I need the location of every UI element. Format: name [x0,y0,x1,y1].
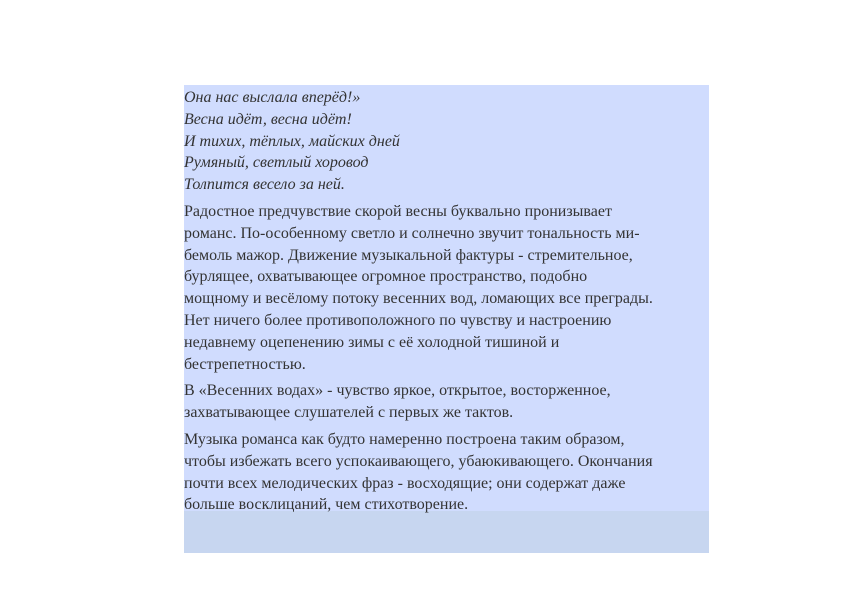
text-line: больше восклицаний, чем стихотворение. [184,496,469,514]
verse-line: Она нас выслала вперёд!» [184,89,361,106]
text-line: недавнему оцепенению зимы с её холодной тишиной и [184,333,560,351]
text-line: мощному и весёлому потоку весенних вод, ломающих все преграды. [184,290,653,308]
paragraph-spring-anticipation [184,201,709,375]
text-line: В «Весенних водах» - чувство яркое, открытое, восторженное, [184,382,611,400]
verse-line: Румяный, светлый хоровод [184,154,369,172]
paragraph-romance-music [184,429,709,516]
text-line: чтобы избежать всего успокаивающего, убаюкивающего. Окончания [184,452,653,470]
text-line: бурлящее, охватывающее огромное пространство, подобно [184,268,588,286]
text-line: захватывающее слушателей с первых же тактов. [184,404,514,422]
verse-line: Весна идёт, весна идёт! [184,110,352,128]
text-line: Нет ничего более противоположного по чувству и настроению [184,311,612,329]
text-line: бемоль мажор. Движение музыкальной фактуры - стремительное, [184,246,633,264]
text-content [184,87,709,516]
paragraph-spring-waters [184,380,709,424]
text-line: Радостное предчувствие скорой весны буквально пронизывает [184,202,612,220]
verse-line: И тихих, тёплых, майских дней [184,132,400,150]
text-line: романс. По-особенному светло и солнечно звучит тональность ми- [184,224,640,242]
text-line: почти всех мелодических фраз - восходящие; они содержат даже [184,474,626,492]
poem-verse [184,87,709,196]
text-line: Музыка романса как будто намеренно построена таким образом, [184,430,625,448]
verse-line: Толпится весело за ней. [184,176,345,194]
text-frame [184,85,709,514]
text-line: бестрепетностью. [184,355,306,373]
slide-text-box [184,85,709,553]
